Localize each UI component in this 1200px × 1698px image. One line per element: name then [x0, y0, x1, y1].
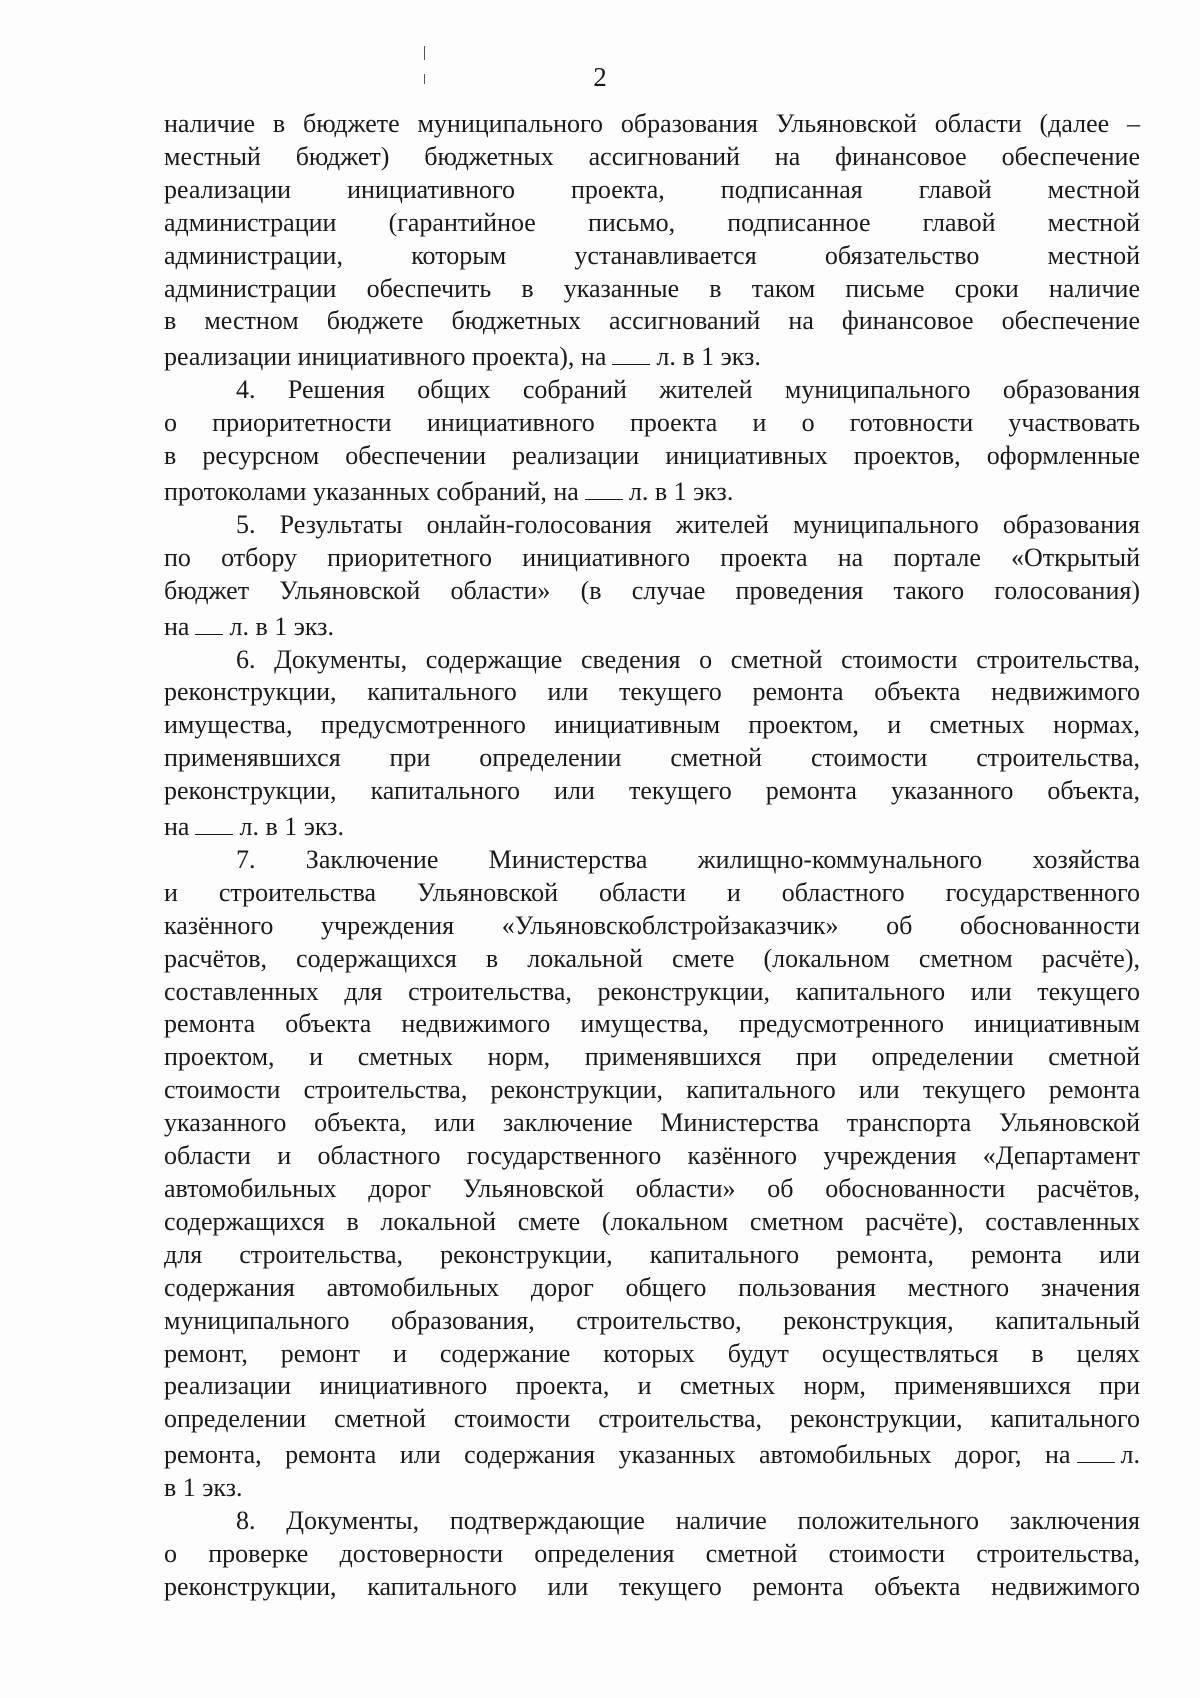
text-fragment: л. в 1 экз.: [628, 476, 734, 506]
text-line: указанного объекта, или заключение Министерства транспорта Ульяновской: [164, 1108, 1140, 1138]
paragraph-item-7: [164, 844, 1140, 1505]
text-line: бюджет Ульяновской области» (в случае проведения такого голосования): [164, 575, 1140, 605]
text-line: расчётов, содержащихся в локальной смете (локальном сметном расчёте),: [164, 943, 1140, 973]
text-line: [164, 338, 1140, 374]
text-fragment: реализации инициативного проекта), на: [164, 342, 607, 372]
text-fragment: ремонта, ремонта или содержания указанных автомобильных дорог, на: [164, 1440, 1071, 1470]
text-line: и строительства Ульяновской области и областного государственного: [164, 877, 1140, 907]
text-line: по отбору приоритетного инициативного проекта на портале «Открытый: [164, 542, 1140, 572]
text-line: администрации (гарантийное письмо, подписанное главой местной: [164, 207, 1140, 237]
text-line: о приоритетности инициативного проекта и о готовности участвовать: [164, 408, 1140, 438]
paragraph-intro: [164, 108, 1140, 374]
scan-mark: [424, 74, 425, 84]
paragraph-item-6: [164, 644, 1140, 844]
text-line: автомобильных дорог Ульяновской области» об обоснованности расчётов,: [164, 1174, 1140, 1203]
text-line: администрации обеспечить в указанные в таком письме сроки наличие: [164, 273, 1140, 303]
text-line: имущества, предусмотренного инициативным проектом, и сметных нормах,: [164, 710, 1140, 740]
document-body: [164, 108, 1140, 1604]
text-line: ремонта объекта недвижимого имущества, предусмотренного инициативным: [164, 1009, 1140, 1039]
paragraph-item-8: [164, 1505, 1140, 1604]
text-line: 5. Результаты онлайн-голосования жителей муниципального образования: [236, 509, 1140, 539]
text-line: муниципального образования, строительство, реконструкция, капитальный: [164, 1305, 1140, 1335]
text-line: реконструкции, капитального или текущего ремонта указанного объекта,: [164, 776, 1140, 806]
text-line: реализации инициативного проекта, подписанная главой местной: [164, 174, 1140, 204]
text-fragment: на: [164, 611, 190, 641]
text-fragment: л.: [1120, 1440, 1140, 1470]
text-line: местный бюджет) бюджетных ассигнований на финансовое обеспечение: [164, 141, 1140, 171]
text-fragment: протоколами указанных собраний, на: [164, 476, 579, 506]
text-line: 8. Документы, подтверждающие наличие положительного заключения: [236, 1506, 1140, 1536]
text-line: содержания автомобильных дорог общего пользования местного значения: [164, 1272, 1140, 1302]
text-line: ремонт, ремонт и содержание которых будут осуществляться в целях: [164, 1338, 1140, 1368]
text-line: стоимости строительства, реконструкции, капитального или текущего ремонта: [164, 1075, 1140, 1105]
blank-field: [1077, 1436, 1115, 1463]
text-line: в 1 экз.: [164, 1473, 243, 1503]
text-line: администрации, которым устанавливается обязательство местной: [164, 240, 1140, 270]
text-line: [164, 473, 1140, 509]
text-line: области и областного государственного казённого учреждения «Департамент: [164, 1141, 1140, 1171]
text-fragment: л. в 1 экз.: [239, 812, 344, 842]
text-line: реконструкции, капитального или текущего ремонта объекта недвижимого: [164, 677, 1140, 707]
text-line: реализации инициативного проекта, и сметных норм, применявшихся при: [164, 1371, 1140, 1401]
text-line: наличие в бюджете муниципального образования Ульяновской области (далее –: [164, 109, 1140, 138]
text-fragment: л. в 1 экз.: [229, 611, 334, 641]
text-line: для строительства, реконструкции, капитального ремонта, ремонта или: [164, 1239, 1140, 1269]
page-number: 2: [593, 62, 607, 92]
text-line: содержащихся в локальной смете (локальном сметном расчёте), составленных: [164, 1206, 1140, 1236]
text-line: в местном бюджете бюджетных ассигнований на финансовое обеспечение: [164, 306, 1140, 336]
paragraph-item-5: [164, 509, 1140, 644]
blank-field: [585, 473, 623, 500]
blank-field: [195, 608, 223, 635]
text-line: реконструкции, капитального или текущего ремонта объекта недвижимого: [164, 1571, 1140, 1601]
blank-field: [195, 808, 233, 835]
blank-field: [612, 338, 650, 365]
text-line: 7. Заключение Министерства жилищно-коммунального хозяйства: [236, 844, 1140, 874]
text-line: определении сметной стоимости строительства, реконструкции, капитального: [164, 1404, 1140, 1434]
text-line: [164, 608, 1140, 644]
text-line: применявшихся при определении сметной стоимости строительства,: [164, 743, 1140, 773]
text-line: составленных для строительства, реконструкции, капитального или текущего: [164, 976, 1140, 1006]
paragraph-item-4: [164, 374, 1140, 509]
text-line: казённого учреждения «Ульяновскоблстройзаказчик» об обоснованности: [164, 910, 1140, 940]
text-line: 6. Документы, содержащие сведения о сметной стоимости строительства,: [236, 644, 1140, 674]
text-line: о проверке достоверности определения сметной стоимости строительства,: [164, 1538, 1140, 1568]
text-line: 4. Решения общих собраний жителей муниципального образования: [236, 375, 1140, 405]
text-line: в ресурсном обеспечении реализации инициативных проектов, оформленные: [164, 441, 1140, 471]
text-line: [164, 808, 1140, 844]
text-line: [164, 1436, 1140, 1472]
text-fragment: на: [164, 812, 190, 842]
scan-mark: [424, 46, 425, 60]
text-line: проектом, и сметных норм, применявшихся при определении сметной: [164, 1042, 1140, 1072]
text-fragment: л. в 1 экз.: [656, 342, 761, 372]
